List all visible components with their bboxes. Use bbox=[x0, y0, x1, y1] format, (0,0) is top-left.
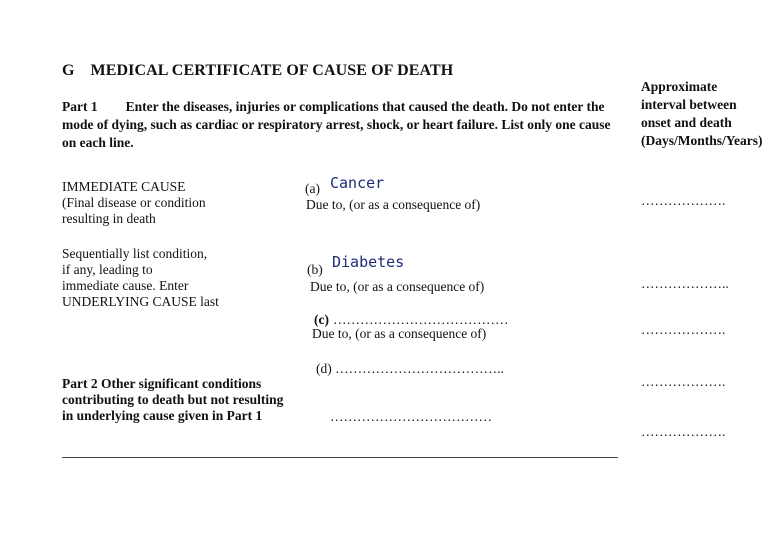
part2-line2: contributing to death but not resulting bbox=[62, 392, 284, 407]
section-letter: G bbox=[62, 62, 75, 79]
interval-a-field[interactable]: ………………. bbox=[641, 193, 726, 208]
part1-instructions bbox=[62, 98, 622, 152]
cause-d-row bbox=[316, 361, 504, 377]
interval-d-field[interactable]: ………………. bbox=[641, 374, 726, 389]
cause-a-field[interactable]: Cancer bbox=[330, 174, 385, 192]
sequential-line3: immediate cause. Enter bbox=[62, 278, 189, 293]
interval-part2-field[interactable]: ………………. bbox=[641, 424, 726, 439]
interval-header-line1: Approximate bbox=[641, 79, 718, 94]
immediate-cause-line3: resulting in death bbox=[62, 211, 156, 226]
cause-a-label: (a) bbox=[305, 181, 320, 196]
part1-instruction-text: Enter the diseases, injuries or complications that caused the death. Do not enter the mode of dying, such as cardiac or respiratory arrest, shock, or heart failure. List only one cause on each line. bbox=[62, 99, 611, 150]
cause-b-field[interactable]: Diabetes bbox=[332, 253, 405, 271]
page-title: MEDICAL CERTIFICATE OF CAUSE OF DEATH bbox=[90, 62, 454, 79]
sequential-instructions bbox=[62, 246, 262, 310]
part2-line3: in underlying cause given in Part 1 bbox=[62, 408, 263, 423]
interval-c-field[interactable]: ………………. bbox=[641, 322, 726, 337]
cause-a-due-to: Due to, (or as a consequence of) bbox=[306, 197, 481, 212]
sequential-line4: UNDERLYING CAUSE last bbox=[62, 294, 219, 309]
part2-field[interactable]: ……………………………… bbox=[330, 409, 492, 424]
interval-header-line3: onset and death bbox=[641, 115, 732, 130]
cause-d-field[interactable]: ……………………………….. bbox=[335, 361, 504, 376]
sequential-line1: Sequentially list condition, bbox=[62, 246, 208, 261]
immediate-cause-line2: (Final disease or condition bbox=[62, 195, 206, 210]
immediate-cause-line1: IMMEDIATE CAUSE bbox=[62, 179, 186, 194]
cause-c-due-to: Due to, (or as a consequence of) bbox=[312, 326, 487, 341]
interval-column-header bbox=[641, 78, 776, 150]
interval-b-field[interactable]: ……………….. bbox=[641, 276, 729, 291]
part2-line1: Part 2 Other significant conditions bbox=[62, 376, 262, 391]
cause-c-field[interactable]: ………………………………… bbox=[332, 312, 509, 327]
sequential-line2: if any, leading to bbox=[62, 262, 153, 277]
part2-label bbox=[62, 376, 307, 424]
cause-d-label: (d) bbox=[316, 361, 332, 376]
part1-label: Part 1 bbox=[62, 99, 98, 114]
interval-header-line4: (Days/Months/Years) bbox=[641, 133, 763, 148]
certificate-title-row bbox=[62, 62, 453, 80]
cause-b-label: (b) bbox=[307, 262, 323, 277]
cause-b-due-to: Due to, (or as a consequence of) bbox=[310, 279, 485, 294]
immediate-cause-label bbox=[62, 179, 262, 227]
interval-header-line2: interval between bbox=[641, 97, 737, 112]
cause-c-label: (c) bbox=[314, 312, 329, 327]
bottom-divider bbox=[62, 457, 618, 458]
